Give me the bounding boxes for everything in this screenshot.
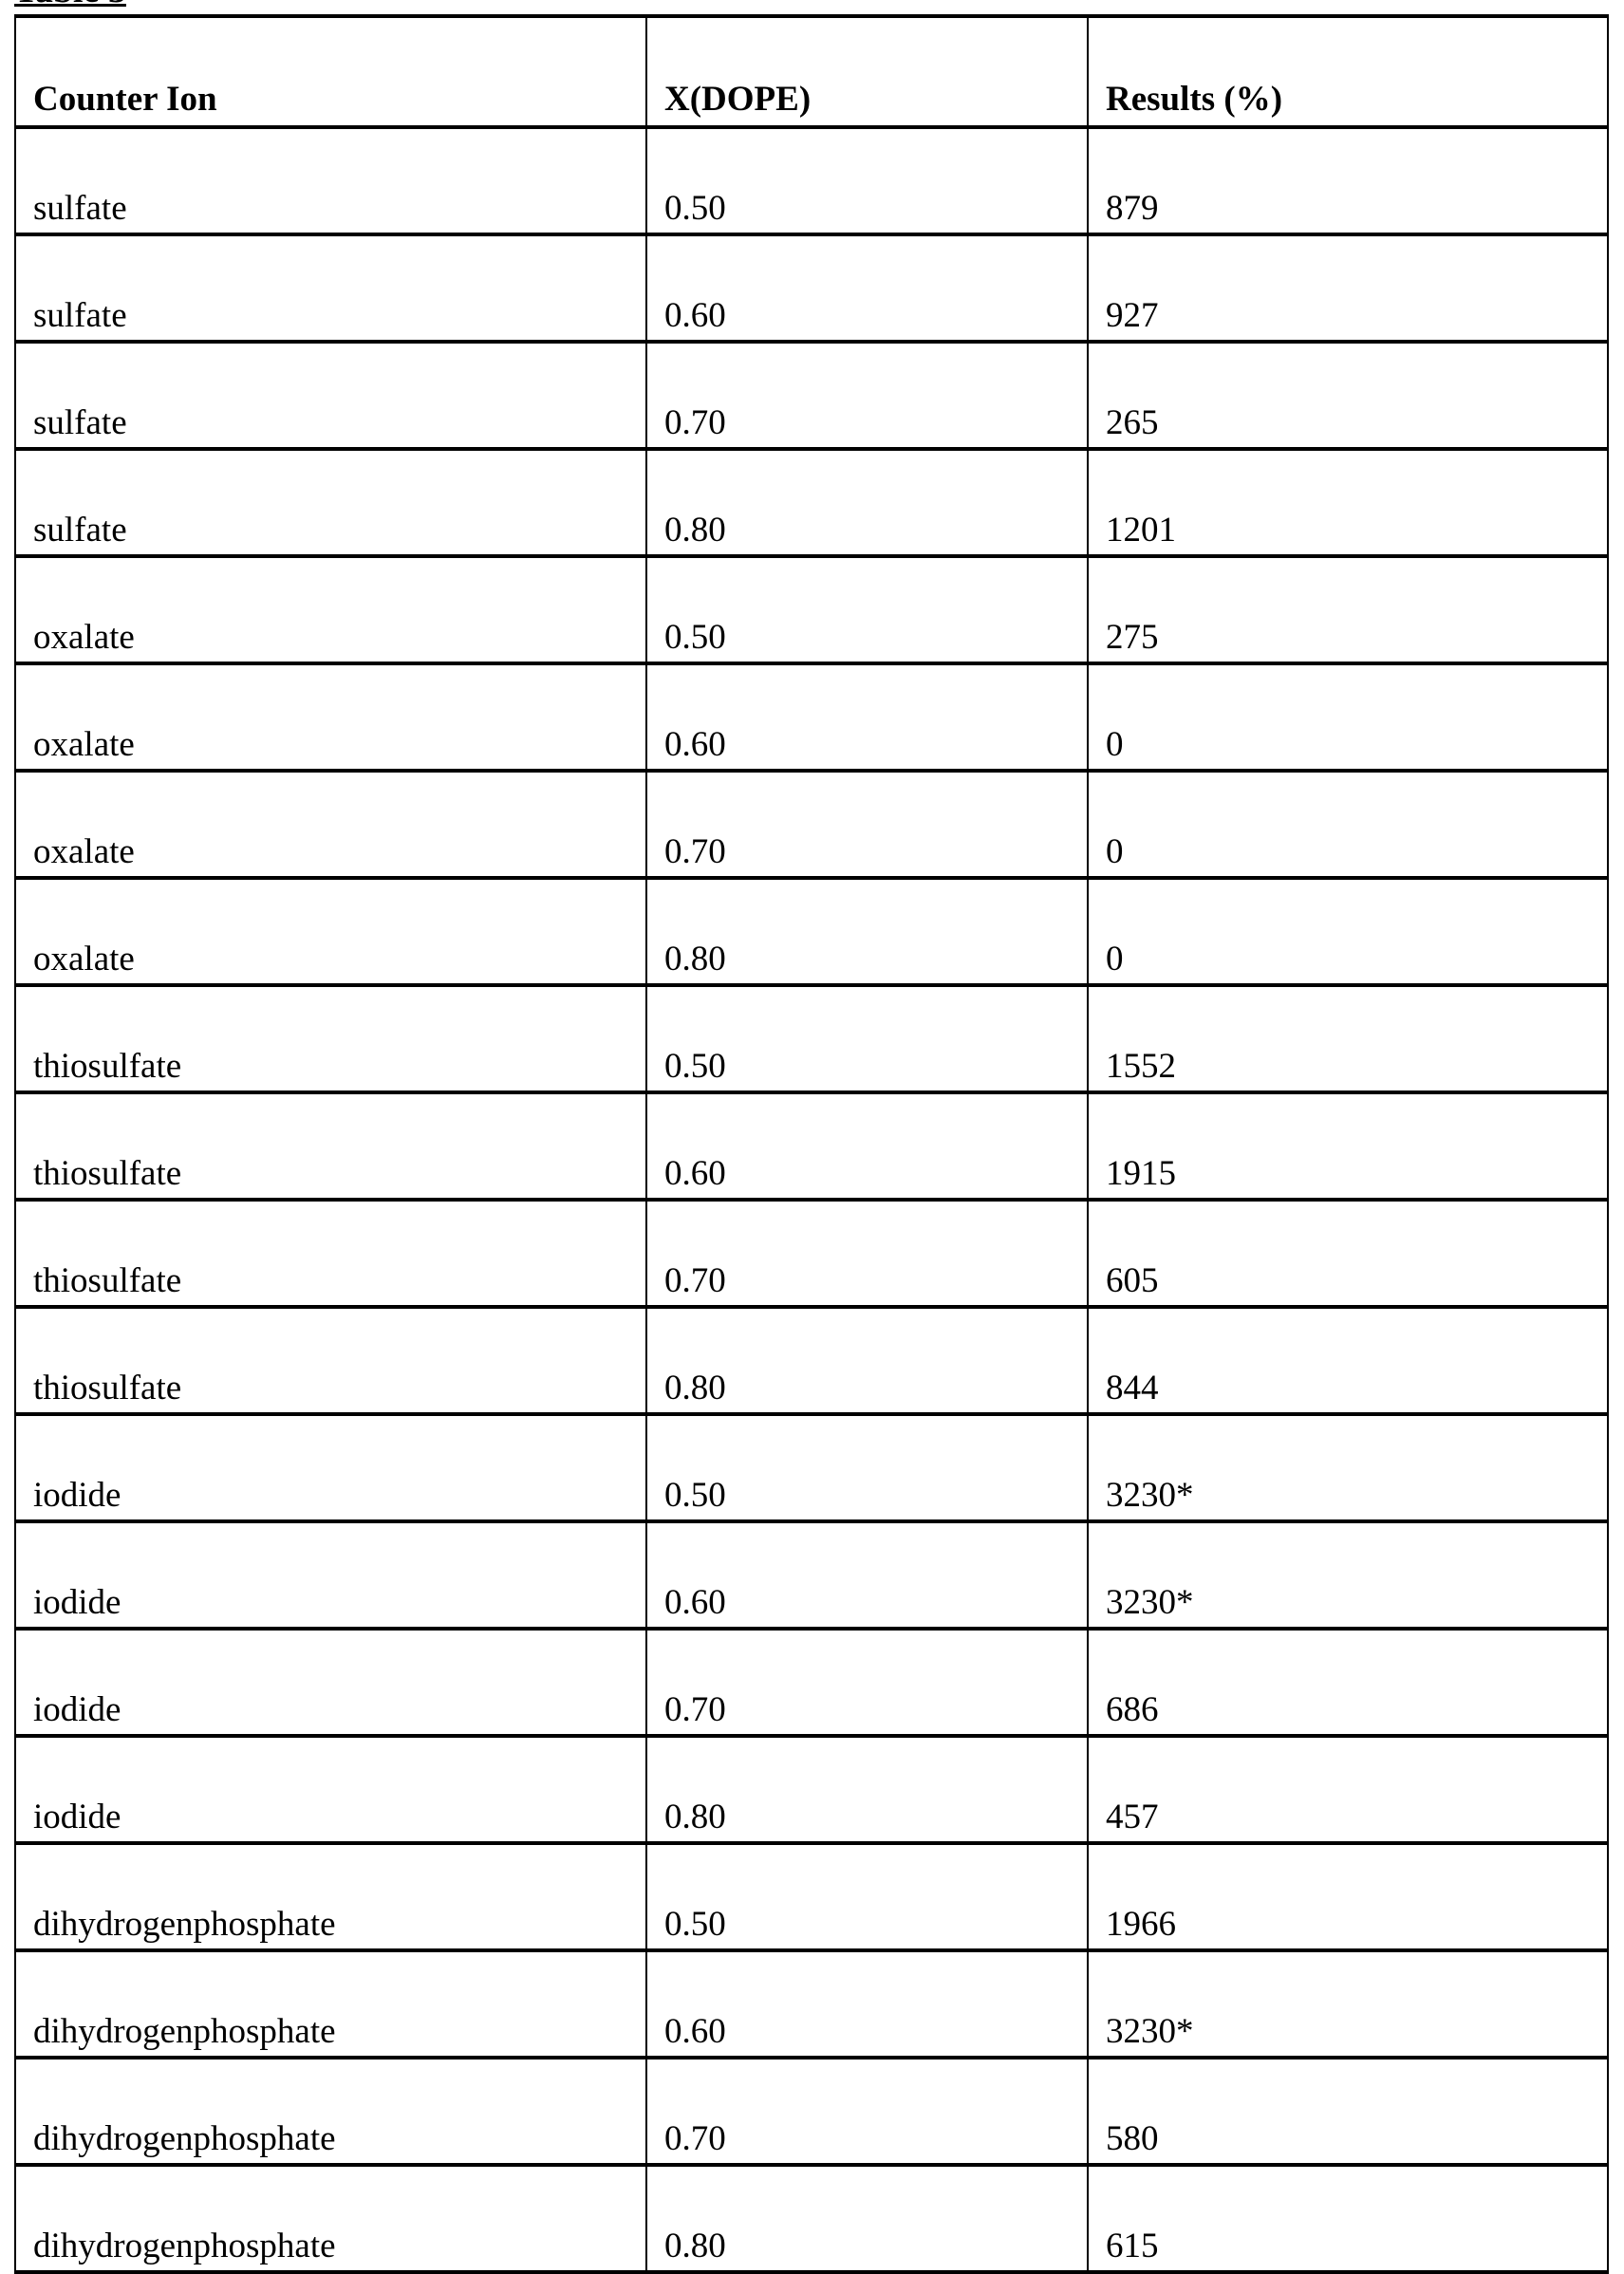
x-dope-cell: 0.60 (646, 234, 1088, 342)
x-dope-cell: 0.50 (646, 127, 1088, 234)
table-row (15, 449, 1608, 556)
results-cell: 1201 (1088, 449, 1608, 556)
table-row (15, 234, 1608, 342)
counter-ion-cell: iodide (15, 1521, 646, 1629)
table-row (15, 2165, 1608, 2272)
results-cell: 605 (1088, 1200, 1608, 1307)
results-cell: 686 (1088, 1629, 1608, 1736)
table-row (15, 1843, 1608, 1950)
counter-ion-cell: oxalate (15, 878, 646, 985)
table-row (15, 2058, 1608, 2165)
x-dope-cell: 0.60 (646, 1950, 1088, 2058)
x-dope-cell: 0.80 (646, 2165, 1088, 2272)
table-row (15, 127, 1608, 234)
table-row (15, 1414, 1608, 1521)
header-row (15, 16, 1608, 127)
x-dope-cell: 0.50 (646, 985, 1088, 1092)
table-row (15, 1736, 1608, 1843)
table-row (15, 1092, 1608, 1200)
results-cell: 1966 (1088, 1843, 1608, 1950)
x-dope-cell: 0.70 (646, 342, 1088, 449)
results-cell: 3230* (1088, 1521, 1608, 1629)
table-row (15, 1307, 1608, 1414)
counter-ion-cell: dihydrogenphosphate (15, 2165, 646, 2272)
counter-ion-cell: thiosulfate (15, 985, 646, 1092)
counter-ion-cell: dihydrogenphosphate (15, 1950, 646, 2058)
results-cell: 0 (1088, 878, 1608, 985)
table-title (14, 0, 126, 9)
counter-ion-cell: sulfate (15, 127, 646, 234)
counter-ion-cell: oxalate (15, 771, 646, 878)
table-row (15, 1629, 1608, 1736)
table-row (15, 556, 1608, 663)
counter-ion-cell: sulfate (15, 234, 646, 342)
counter-ion-cell: iodide (15, 1736, 646, 1843)
x-dope-cell: 0.60 (646, 1092, 1088, 1200)
results-cell: 927 (1088, 234, 1608, 342)
results-cell: 844 (1088, 1307, 1608, 1414)
x-dope-cell: 0.50 (646, 1414, 1088, 1521)
table-row (15, 985, 1608, 1092)
header-counter-ion: Counter Ion (15, 16, 646, 127)
x-dope-cell: 0.50 (646, 1843, 1088, 1950)
results-cell: 580 (1088, 2058, 1608, 2165)
counter-ion-cell: sulfate (15, 342, 646, 449)
counter-ion-cell: oxalate (15, 556, 646, 663)
counter-ion-cell: sulfate (15, 449, 646, 556)
x-dope-cell: 0.80 (646, 449, 1088, 556)
table-row (15, 771, 1608, 878)
results-cell: 1552 (1088, 985, 1608, 1092)
x-dope-cell: 0.80 (646, 1736, 1088, 1843)
x-dope-cell: 0.70 (646, 2058, 1088, 2165)
x-dope-cell: 0.70 (646, 771, 1088, 878)
counter-ion-cell: thiosulfate (15, 1200, 646, 1307)
x-dope-cell: 0.80 (646, 878, 1088, 985)
header-results: Results (%) (1088, 16, 1608, 127)
x-dope-cell: 0.70 (646, 1629, 1088, 1736)
x-dope-cell: 0.60 (646, 663, 1088, 771)
counter-ion-cell: iodide (15, 1629, 646, 1736)
counter-ion-cell: dihydrogenphosphate (15, 1843, 646, 1950)
results-cell: 615 (1088, 2165, 1608, 2272)
x-dope-cell: 0.80 (646, 1307, 1088, 1414)
table-row (15, 1521, 1608, 1629)
results-cell: 265 (1088, 342, 1608, 449)
results-cell: 457 (1088, 1736, 1608, 1843)
table-row (15, 342, 1608, 449)
results-cell: 879 (1088, 127, 1608, 234)
header-x-dope: X(DOPE) (646, 16, 1088, 127)
results-table (14, 14, 1609, 2274)
results-cell: 0 (1088, 771, 1608, 878)
counter-ion-cell: oxalate (15, 663, 646, 771)
counter-ion-cell: dihydrogenphosphate (15, 2058, 646, 2165)
x-dope-cell: 0.60 (646, 1521, 1088, 1629)
counter-ion-cell: thiosulfate (15, 1092, 646, 1200)
results-cell: 0 (1088, 663, 1608, 771)
table-row (15, 1950, 1608, 2058)
counter-ion-cell: iodide (15, 1414, 646, 1521)
table-row (15, 1200, 1608, 1307)
table-row (15, 878, 1608, 985)
results-cell: 3230* (1088, 1414, 1608, 1521)
x-dope-cell: 0.70 (646, 1200, 1088, 1307)
results-cell: 1915 (1088, 1092, 1608, 1200)
counter-ion-cell: thiosulfate (15, 1307, 646, 1414)
table-row (15, 663, 1608, 771)
x-dope-cell: 0.50 (646, 556, 1088, 663)
results-cell: 275 (1088, 556, 1608, 663)
results-cell: 3230* (1088, 1950, 1608, 2058)
